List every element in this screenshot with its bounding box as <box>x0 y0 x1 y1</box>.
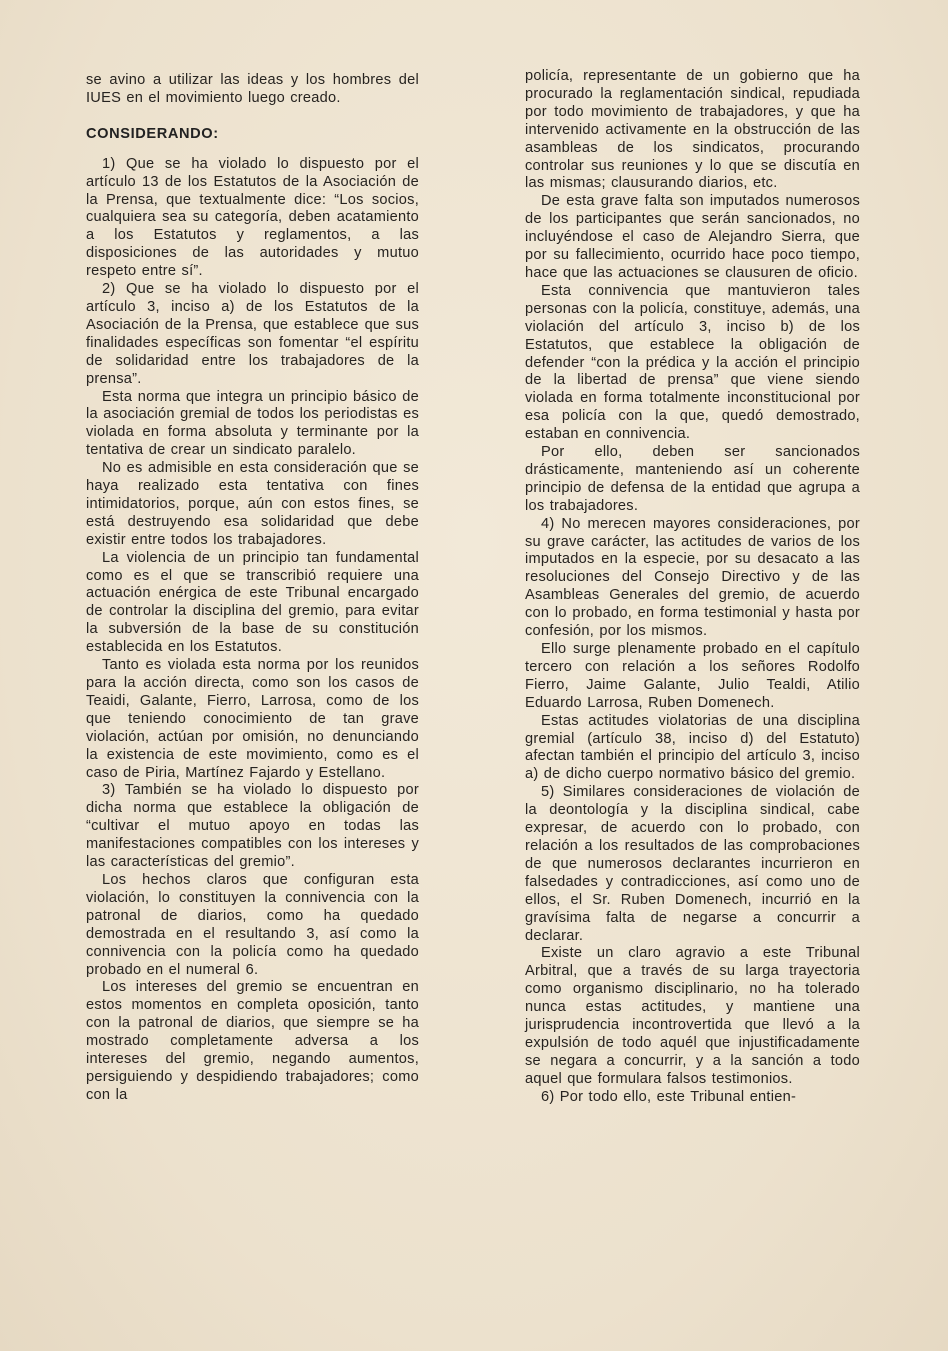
paragraph: 6) Por todo ello, este Tribunal entien- <box>541 1088 797 1105</box>
paragraph: Ello surge plenamente probado en el capítulo tercero con relación a los señores Rodolfo Fierro, Jaime Galante, Julio Tealdi, Atilio Eduardo Larrosa, Ruben Domenech. <box>525 641 860 711</box>
paragraph: Estas actitudes violatorias de una disciplina gremial (artículo 38, inciso d) del Estatuto) afectan también el principio del artículo 3, inciso a) de dicho cuerpo normativo básico del gremio. <box>525 712 860 783</box>
paragraph: La violencia de un principio tan fundamental como es el que se transcribió requiere una actuación enérgica de este Tribunal encargado de controlar la disciplina del gremio, para evitar la subversión de la base de su constitución establecida en los Estatutos. <box>86 549 419 656</box>
paragraph: policía, representante de un gobierno que ha procurado la reglamentación sindical, repudiada por todo movimiento de trabajadores, y que ha intervenido activamente en la obstrucción de las asambleas de los sindicatos, procurando controlar sus reuniones y lo que se discutía en las mismas; clausurando diarios, etc. <box>525 68 860 192</box>
right-column <box>525 68 860 1107</box>
left-column <box>86 72 419 1105</box>
paragraph: 4) No merecen mayores consideraciones, por su grave carácter, las actitudes de varios de los imputados en la especie, por su desacato a las resoluciones del Consejo Directivo y de las Asambleas Generales del gremio, de acuerdo con lo probado, en forma testimonial y hasta por confesión, por los mismos. <box>525 515 860 640</box>
paragraph: Los intereses del gremio se encuentran en estos momentos en completa oposición, tanto con la patronal de diarios, que siempre se ha mostrado completamente adversa a los intereses del gremio, negando aumentos, persiguiendo y despidiendo trabajadores; como con la <box>86 979 419 1103</box>
paragraph: No es admisible en esta consideración que se haya realizado esta tentativa con fines intimidatorios, porque, aún con estos fines, se está destruyendo esa solidaridad que debe existir entre todos los trabajadores. <box>86 460 419 548</box>
paragraph: 3) También se ha violado lo dispuesto por dicha norma que establece la obligación de “cultivar el mutuo apoyo en todas las manifestaciones compatibles con los intereses y las características del gremio”. <box>86 782 419 871</box>
paragraph: Esta norma que integra un principio básico de la asociación gremial de todos los periodistas es violada en forma absoluta y terminante por la tentativa de crear un sindicato paralelo. <box>86 388 419 459</box>
paragraph: Por ello, deben ser sancionados drásticamente, manteniendo así un coherente principio de defensa de la entidad que agrupa a los trabajadores. <box>525 444 860 514</box>
paragraph: 5) Similares consideraciones de violación de la deontología y la disciplina sindical, cabe expresar, de acuerdo con lo probado, con relación a los resultados de las comprobaciones de que numerosos declarantes incurrieron en falsedades y contradicciones, así como uno de ellos, el Sr. Ruben Domenech, incurrió en la gravísima falta de negarse a concurrir a declarar. <box>525 784 860 944</box>
paragraph: Existe un claro agravio a este Tribunal Arbitral, que a través de su larga trayectoria como organismo disciplinario, no ha tolerado nunca estas actitudes, y mantiene una jurisprudencia incontrovertida que llevó a la expulsión de todo aquél que injustificadamente se negara a concurrir, y a la sanción a todo aquel que formulara falsos testimonios. <box>525 945 860 1087</box>
paragraph: 1) Que se ha violado lo dispuesto por el artículo 13 de los Estatutos de la Asociación de la Prensa, que textualmente dice: “Los socios, cualquiera sea su categoría, deben acatamiento a los Estatutos y reglamentos, a las disposiciones de las autoridades y mutuo respeto entre sí”. <box>86 155 419 280</box>
paragraph: Tanto es violada esta norma por los reunidos para la acción directa, como son los casos de Teaidi, Galante, Fierro, Larrosa, como de los que teniendo conocimiento de tan grave violación, actúan por omisión, no denunciando la existencia de este movimiento, como es el caso de Piria, Martínez Fajardo y Estellano. <box>86 657 419 781</box>
paragraph: Esta connivencia que mantuvieron tales personas con la policía, constituye, además, una violación del artículo 3, inciso b) de los Estatutos, que establece la obligación de defender “con la prédica y la acción el principio de la libertad de prensa” que viene siendo violada en forma totalmente inconstitucional por esa policía con la que, quedó demostrado, estaban en connivencia. <box>525 282 860 443</box>
intro-paragraph: se avino a utilizar las ideas y los hombres del IUES en el movimiento luego creado. <box>86 72 419 106</box>
paragraph: Los hechos claros que configuran esta violación, lo constituyen la connivencia con la patronal de diarios, como ha quedado demostrada en el resultando 3, así como la connivencia con la policía como ha quedado probado en el numeral 6. <box>86 871 419 978</box>
paragraph: De esta grave falta son imputados numerosos de los participantes que serán sancionados, no incluyéndose el caso de Alejandro Sierra, que por su fallecimiento, ocurrido hace poco tiempo, hace que las actuaciones se clausuren de oficio. <box>525 193 860 281</box>
paragraph: 2) Que se ha violado lo dispuesto por el artículo 3, inciso a) de los Estatutos de la Asociación de la Prensa, que establece que sus finalidades específicas son fomentar “el espíritu de solidaridad entre los trabajadores de la prensa”. <box>86 281 419 387</box>
considerando-heading: CONSIDERANDO: <box>86 125 219 142</box>
